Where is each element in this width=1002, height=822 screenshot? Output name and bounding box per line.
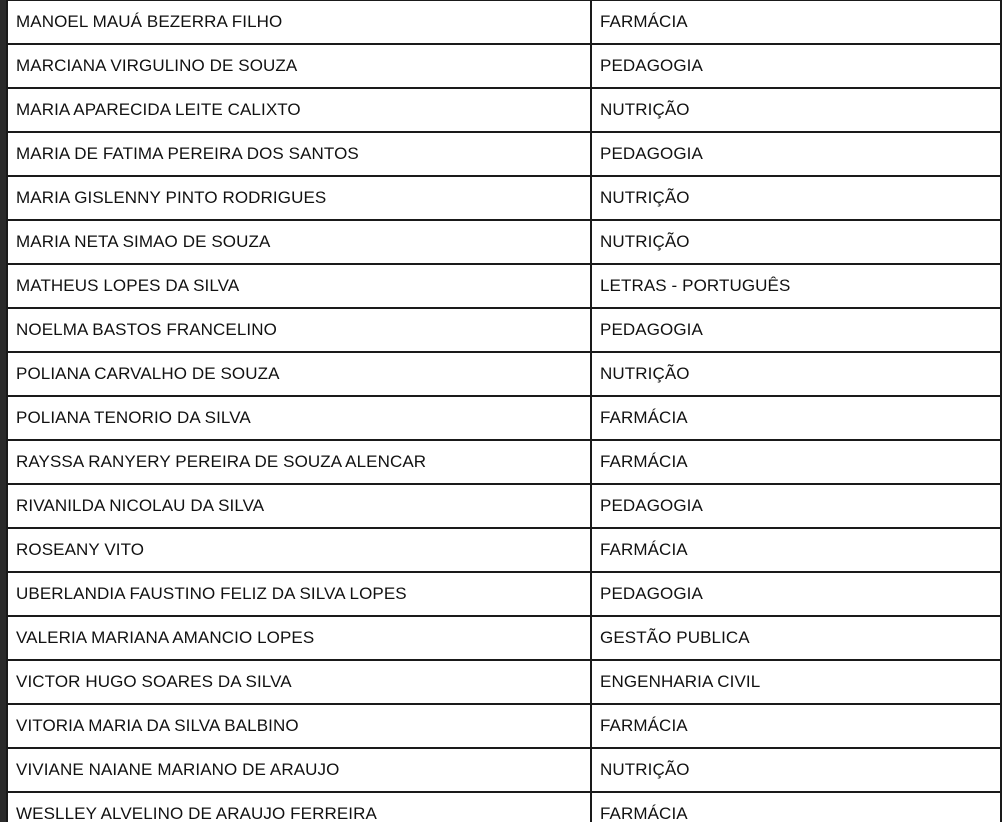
course-cell: NUTRIÇÃO — [591, 176, 1001, 220]
student-name-cell: POLIANA TENORIO DA SILVA — [7, 396, 591, 440]
table-row — [7, 528, 1001, 572]
course-cell: FARMÁCIA — [591, 704, 1001, 748]
student-name-cell: POLIANA CARVALHO DE SOUZA — [7, 352, 591, 396]
course-cell: PEDAGOGIA — [591, 572, 1001, 616]
course-cell: FARMÁCIA — [591, 0, 1001, 44]
student-name-cell: VALERIA MARIANA AMANCIO LOPES — [7, 616, 591, 660]
student-name-cell: UBERLANDIA FAUSTINO FELIZ DA SILVA LOPES — [7, 572, 591, 616]
table-row — [7, 220, 1001, 264]
table-row — [7, 748, 1001, 792]
table-row — [7, 352, 1001, 396]
student-name-cell: MATHEUS LOPES DA SILVA — [7, 264, 591, 308]
course-cell: NUTRIÇÃO — [591, 352, 1001, 396]
table-row — [7, 660, 1001, 704]
course-cell: PEDAGOGIA — [591, 308, 1001, 352]
table-row — [7, 44, 1001, 88]
student-name-cell: VIVIANE NAIANE MARIANO DE ARAUJO — [7, 748, 591, 792]
student-name-cell: VICTOR HUGO SOARES DA SILVA — [7, 660, 591, 704]
course-cell: ENGENHARIA CIVIL — [591, 660, 1001, 704]
student-name-cell: MARCIANA VIRGULINO DE SOUZA — [7, 44, 591, 88]
course-cell: FARMÁCIA — [591, 440, 1001, 484]
course-cell: GESTÃO PUBLICA — [591, 616, 1001, 660]
course-cell: PEDAGOGIA — [591, 132, 1001, 176]
course-cell: NUTRIÇÃO — [591, 220, 1001, 264]
course-cell: PEDAGOGIA — [591, 44, 1001, 88]
table-row — [7, 792, 1001, 822]
table-row — [7, 484, 1001, 528]
table-row — [7, 132, 1001, 176]
table-row — [7, 440, 1001, 484]
student-name-cell: RIVANILDA NICOLAU DA SILVA — [7, 484, 591, 528]
table-row — [7, 176, 1001, 220]
table-row — [7, 308, 1001, 352]
course-cell: PEDAGOGIA — [591, 484, 1001, 528]
student-name-cell: MARIA DE FATIMA PEREIRA DOS SANTOS — [7, 132, 591, 176]
student-name-cell: MARIA NETA SIMAO DE SOUZA — [7, 220, 591, 264]
student-name-cell: MANOEL MAUÁ BEZERRA FILHO — [7, 0, 591, 44]
student-name-cell: MARIA GISLENNY PINTO RODRIGUES — [7, 176, 591, 220]
course-cell: LETRAS - PORTUGUÊS — [591, 264, 1001, 308]
student-name-cell: NOELMA BASTOS FRANCELINO — [7, 308, 591, 352]
table-row — [7, 704, 1001, 748]
table-row — [7, 264, 1001, 308]
students-table — [6, 0, 1002, 822]
table-row — [7, 572, 1001, 616]
course-cell: NUTRIÇÃO — [591, 748, 1001, 792]
course-cell: FARMÁCIA — [591, 396, 1001, 440]
table-row — [7, 88, 1001, 132]
course-cell: NUTRIÇÃO — [591, 88, 1001, 132]
table-row — [7, 616, 1001, 660]
course-cell: FARMÁCIA — [591, 528, 1001, 572]
student-name-cell: RAYSSA RANYERY PEREIRA DE SOUZA ALENCAR — [7, 440, 591, 484]
students-table-body — [7, 0, 1001, 822]
student-name-cell: ROSEANY VITO — [7, 528, 591, 572]
student-name-cell: WESLLEY ALVELINO DE ARAUJO FERREIRA — [7, 792, 591, 822]
table-row — [7, 0, 1001, 44]
student-name-cell: MARIA APARECIDA LEITE CALIXTO — [7, 88, 591, 132]
table-row — [7, 396, 1001, 440]
student-name-cell: VITORIA MARIA DA SILVA BALBINO — [7, 704, 591, 748]
course-cell: FARMÁCIA — [591, 792, 1001, 822]
